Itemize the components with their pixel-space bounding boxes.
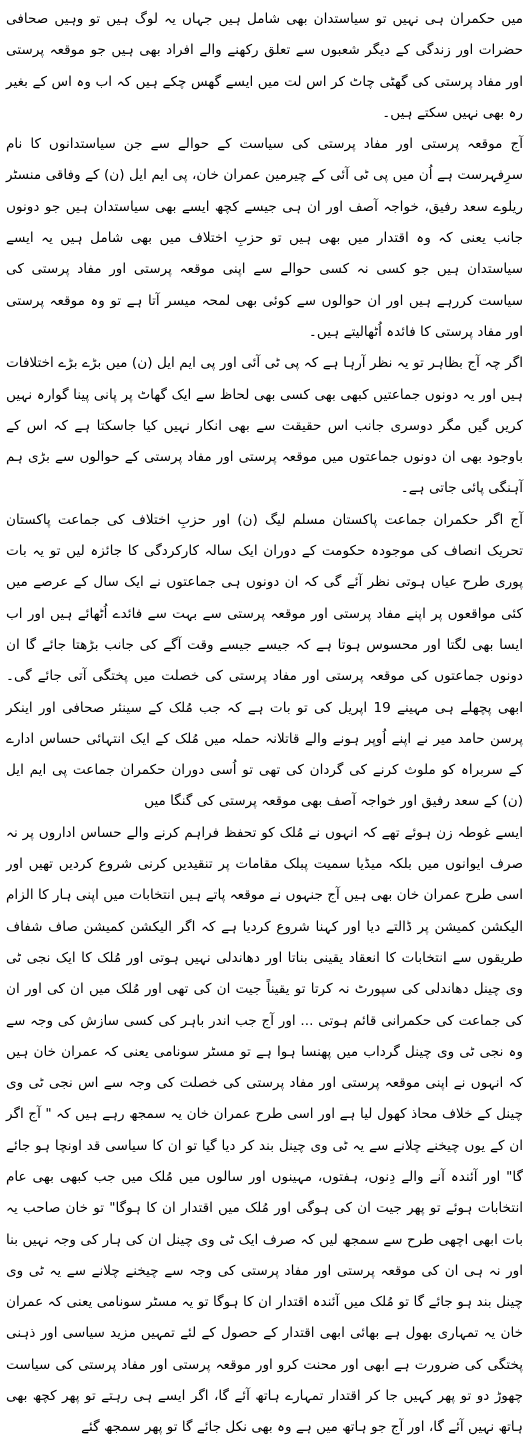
article-paragraph-3: اگر چہ آج بظاہر تو یہ نظر آرہا ہے کہ پی ٹی آئی اور پی ایم ایل (ن) میں بڑے بڑے اختلافات ہیں اور یہ دونوں جماعتیں کبھی بھی کسی بھی لحاظ سے ایک گھاٹ پر پانی پینا گوارہ نہیں کریں گیں مگر دوسری جانب اس حقیقت سے بھی انکار نہیں کیا جاسکتا ہے کہ اس کے باوجود بھی ان دونوں جماعتوں میں موقعہ پرستی اور مفاد پرستی کے حوالوں سے بڑی ہم آہنگی پائی جاتی ہے۔ xyxy=(6,355,523,497)
article-paragraph-2: آج موقعہ پرستی اور مفاد پرستی کی سیاست کے حوالے سے جن سیاستدانوں کا نام سرِفہرست ہے اُن میں پی ٹی آئی کے چیرمین عمران خان، پی ایم ایل (ن) کے وفاقی منسٹر ریلوے سعد رفیق، خواجہ آصف اور ان ہی جیسے کچھ ایسے بھی سیاستدان ہیں جو دونوں جانب یعنی کہ وہ اقتدار میں بھی ہیں تو حزبِ اختلاف میں بھی شامل ہیں یہ ایسے سیاستدان ہیں جو کسی نہ کسی حوالے سے اپنی موقعہ پرستی اور مفاد پرستی کی سیاست کررہے ہیں اور ان حوالوں سے کوئی بھی لمحہ میسر آتا ہے تو وہ موقعہ پرستی اور مفاد پرستی کا فائدہ اُٹھالیتے ہیں۔ xyxy=(6,136,523,340)
article-paragraph-4: آج اگر حکمران جماعت پاکستان مسلم لیگ (ن) اور حزبِ اختلاف کی جماعت پاکستان تحریک انصاف کی موجودہ حکومت کے دوران ایک سالہ کارکردگی کا جائزہ لیں تو یہ بات پوری طرح عیاں ہوتی نظر آئے گی کہ ان دونوں ہی جماعتوں نے ایک سال کے عرصے میں کئی مواقعوں پر اپنے مفاد پرستی اور موقعہ پرستی سے بہت سے فائدے اُٹھائے ہیں اور اب ایسا بھی لگتا اور محسوس ہوتا ہے کہ جیسے جیسے وقت آگے کی جانب بڑھتا جائے گا ان دونوں جماعتوں کی موقعہ پرستی اور مفاد پرستی کی خصلت میں پختگی آتی جائے گی۔ ابھی پچھلے ہی مہینے 19 اپریل کی تو بات ہے کہ جب مُلک کے سینئر صحافی اور اینکر پرسن حامد میر نے اپنے اُوپر ہونے والے قاتلانہ حملہ میں مُلک کے ایک انتہائی حساس ادارے کے سربراہ کو ملوث کرنے کی گردان کی تھی تو اُسی دوران حکمران جماعت پی ایم ایل (ن) کے سعد رفیق اور خواجہ آصف بھی موقعہ پرستی کی گنگا میں xyxy=(6,511,523,810)
article-paragraph-5: ایسے غوطہ زن ہوئے تھے کہ انہوں نے مُلک کو تحفظ فراہم کرنے والے حساس اداروں پر نہ صرف ایوانوں میں بلکہ میڈیا سمیت پبلک مقامات پر تنقیدیں کرنی شروع کردیں تھیں اور اسی طرح عمران خان بھی ہیں آج جنہوں نے موقعہ پاتے ہیں انتخابات میں اپنی ہار کا الزام الیکشن کمیشن پر ڈالتے دیا اور کہنا شروع کردیا ہے کہ اگر الیکشن کمیشن صاف شفاف طریقوں سے انتخابات کا انعقاد یقینی بناتا اور دھاندلی نہیں ہوتی اور مُلک کا ایک نجی ٹی وی چینل دھاندلی کی سپورٹ نہ کرتا تو یقیناً جیت ان کی تھی اور مُلک میں ان کی اور ان کی جماعت کی حکمرانی قائم ہوتی ... اور آج جب اندر باہر کی کسی سازش کی وجہ سے وہ نجی ٹی وی چینل گرداب میں پھنسا ہوا ہے تو مسٹر سونامی یعنی کہ عمران خان ہیں کہ انہوں نے اپنی موقعہ پرستی اور مفاد پرستی کی خصلت کی وجہ سے اس نجی ٹی وی چینل کے خلاف محاذ کھول لیا ہے اور اسی طرح عمران خان یہ سمجھ رہے ہیں کہ " آج اگر ان کے یوں چیخنے چلانے سے یہ ٹی وی چینل بند کر دیا گیا تو ان کا سیاسی قد اونچا ہو جائے گا" اور آئندہ آنے والے دِنوں، ہفتوں، مہینوں اور سالوں میں مُلک میں جب کبھی بھی عام انتخابات ہوئے تو پھر جیت ان کی ہوگی اور مُلک میں اقتدار ان کا ہوگا" تو خان صاحب یہ بات ابھی اچھی طرح سے سمجھ لیں کہ صرف ایک ٹی وی چینل ان کی ہار کی وجہ نہیں بنا اور نہ ہی ان کی موقعہ پرستی اور مفاد پرستی کی وجہ سے چیخنے چلانے سے یہ ٹی وی چینل بند ہو جائے گا تو مُلک میں آئندہ اقتدار ان کا ہوگا تو یہ مسٹر سونامی یعنی کہ عمران خان یہ تمہاری بھول ہے بھائی ابھی اقتدار کے حصول کے لئے تمہیں مزید سیاسی اور ذہنی پختگی کی ضرورت ہے ابھی اور محنت کرو اور موقعہ پرستی اور مفاد پرستی کی سیاست چھوڑ دو تو پھر کہیں جا کر اقتدار تمہارے ہاتھ آئے گا، اگر ایسے ہی رہتے تو پھر کچھ بھی ہاتھ نہیں آئے گا، اور آج جو ہاتھ میں ہے وہ بھی نکل جائے گا تو پھر سمجھ گئے xyxy=(6,824,523,1436)
article-paragraph-1: میں حکمران ہی نہیں تو سیاستدان بھی شامل ہیں جہاں یہ لوگ ہیں تو وہیں صحافی حضرات اور زندگی کے دیگر شعبوں سے تعلق رکھنے والے افراد بھی ہیں جو موقعہ پرستی اور مفاد پرستی کی گھٹی چاٹ کر اس لت میں ایسے گھس چکے ہیں کہ اب وہ اس کے بغیر رہ بھی نہیں سکتے ہیں۔ xyxy=(6,11,523,121)
